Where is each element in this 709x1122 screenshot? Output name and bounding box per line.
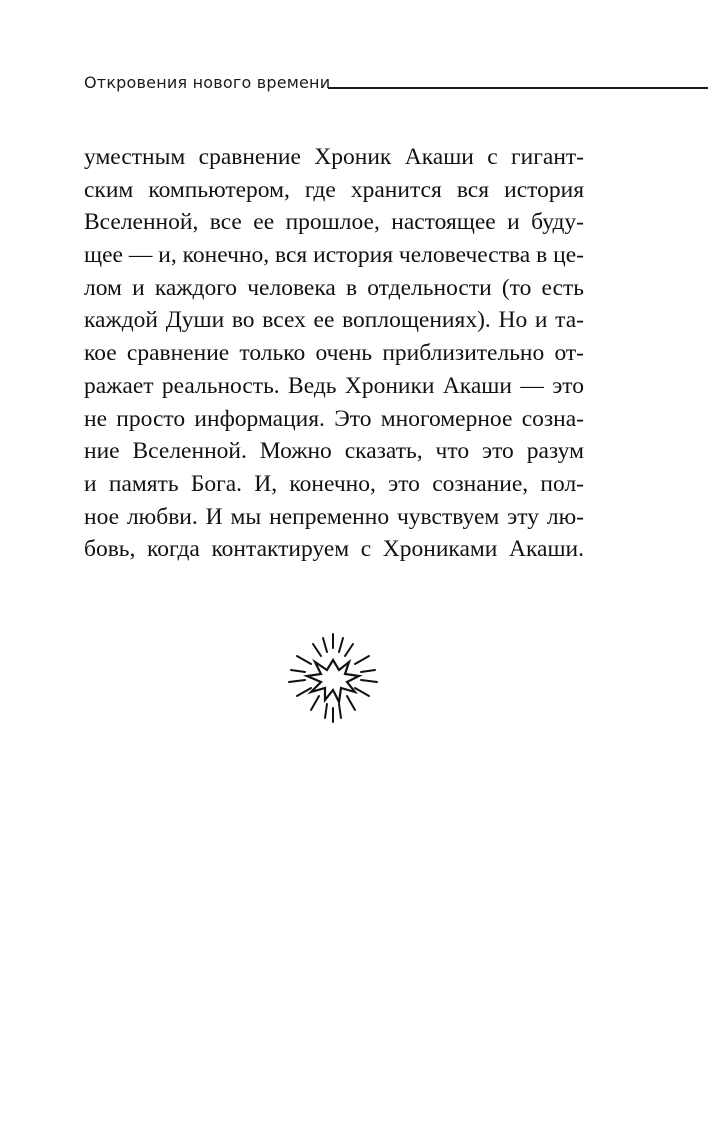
text-line: ное любви. И мы непременно чувствуем эту лю- (84, 503, 584, 530)
starburst-icon (283, 630, 383, 726)
body-text (84, 141, 584, 566)
text-line: бовь, когда контактируем с Хрониками Акаши. (84, 536, 584, 563)
text-line: ражает реальность. Ведь Хроники Акаши — это (84, 372, 584, 399)
header-rule (328, 87, 708, 89)
running-title: Откровения нового времени (84, 73, 331, 92)
text-line: уместным сравнение Хроник Акаши с гигант- (84, 144, 584, 170)
text-line: не просто информация. Это многомерное созна- (84, 405, 584, 432)
text-line: и память Бога. И, конечно, это сознание, пол- (84, 470, 584, 497)
text-line: лом и каждого человека в отдельности (то есть (84, 274, 584, 301)
text-line: Вселенной, все ее прошлое, настоящее и буду- (84, 209, 584, 236)
text-line: ние Вселенной. Можно сказать, что это разум (84, 438, 584, 465)
text-line: каждой Души во всех ее воплощениях). Но и та- (84, 307, 584, 334)
running-header (84, 70, 708, 100)
text-line: кое сравнение только очень приблизительно от- (84, 340, 584, 367)
text-line: ским компьютером, где хранится вся история (84, 176, 584, 203)
text-line: щее — и, конечно, вся история человечества в це- (84, 242, 584, 269)
